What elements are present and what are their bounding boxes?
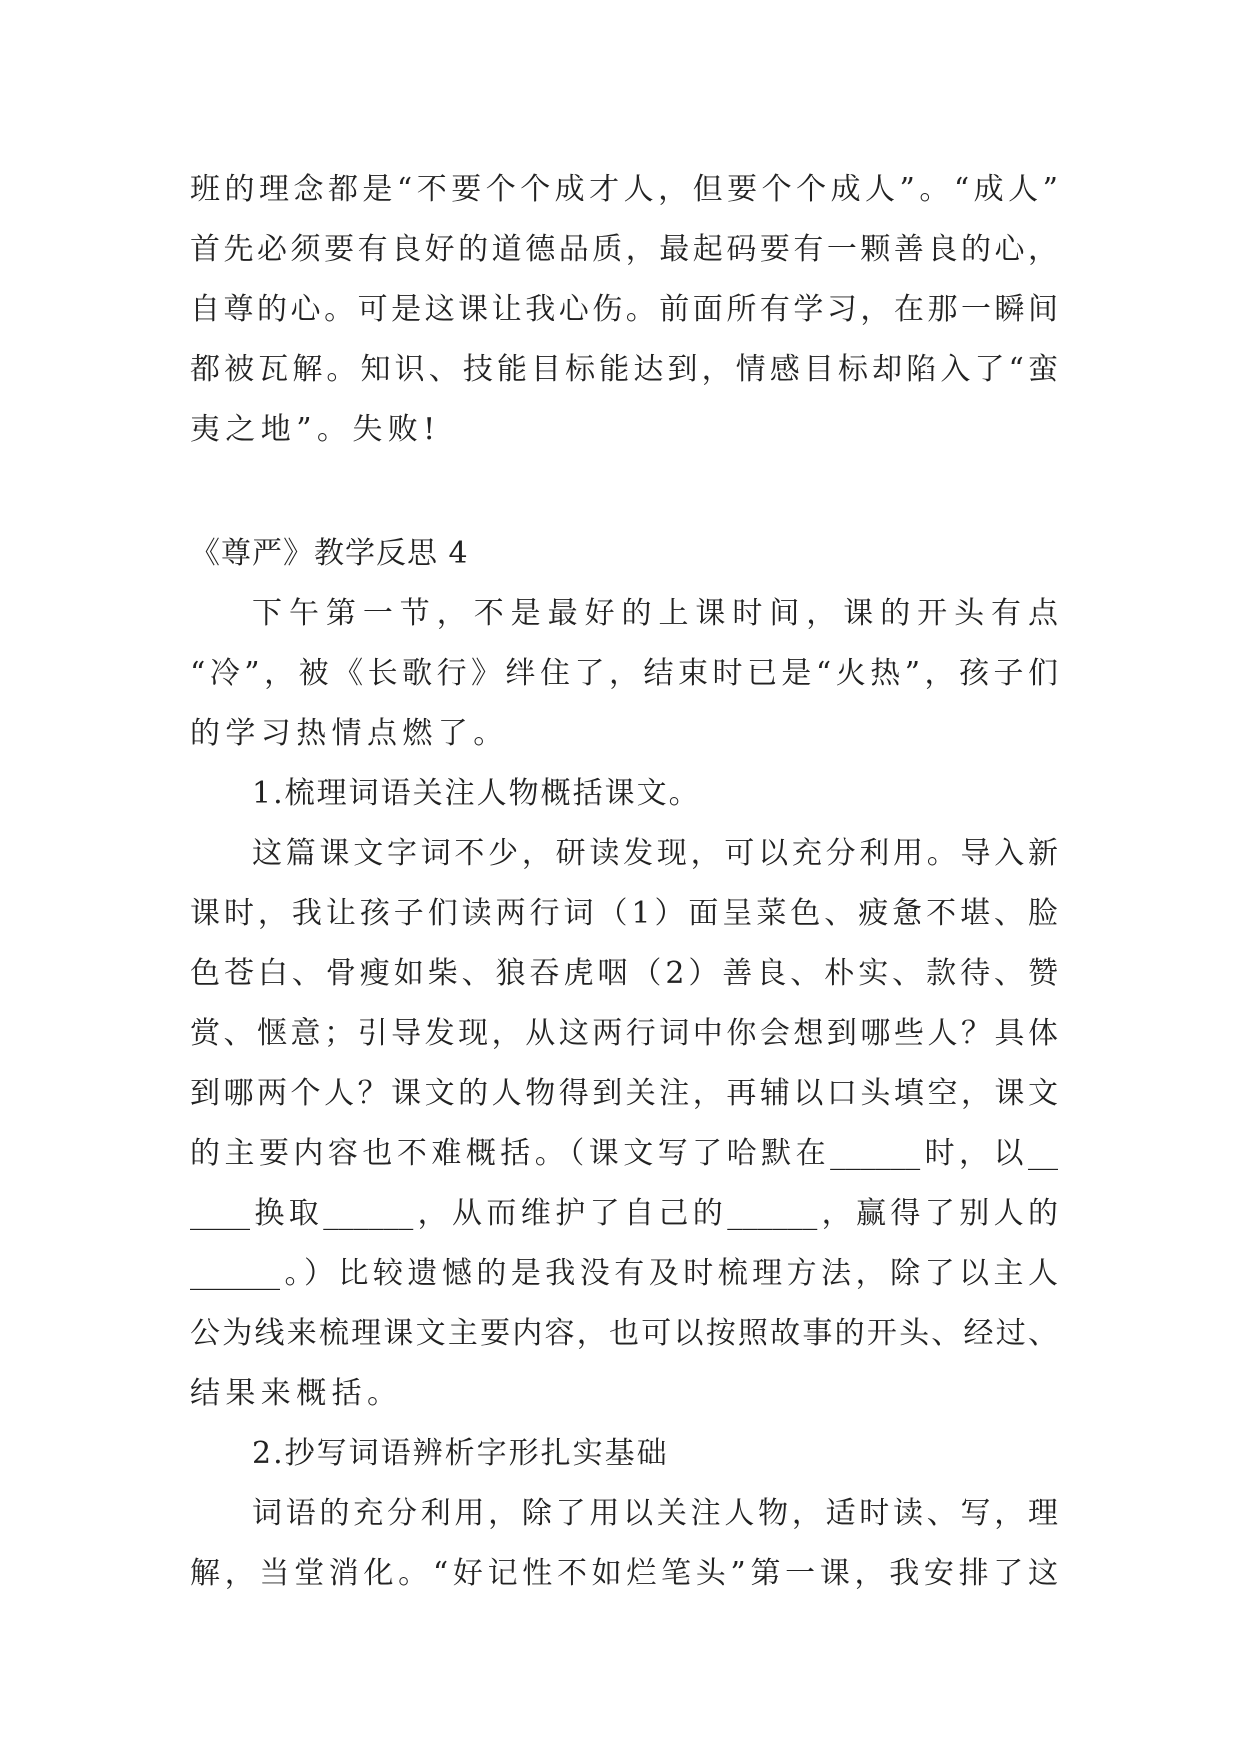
text-line: 色苍白、骨瘦如柴、狼吞虎咽（2）善良、朴实、款待、赞 [190, 956, 1058, 991]
paragraph-continued [190, 160, 1058, 460]
text-line: 首先必须要有良好的道德品质，最起码要有一颗善良的心， [190, 232, 1058, 267]
text-line: ____换取______，从而维护了自己的______，赢得了别人的 [190, 1196, 1058, 1231]
text-line: 赏、惬意；引导发现，从这两行词中你会想到哪些人？具体 [190, 1016, 1058, 1051]
document-page [190, 160, 1058, 1604]
text-line: 夷之地”。失败! [190, 412, 441, 447]
text-line: 课时，我让孩子们读两行词（1）面呈菜色、疲惫不堪、脸 [190, 896, 1058, 931]
text-line: “冷”，被《长歌行》绊住了，结束时已是“火热”，孩子们 [190, 656, 1058, 691]
text-line: 的主要内容也不难概括。（课文写了哈默在______时，以__ [190, 1136, 1058, 1171]
text-line: 都被瓦解。知识、技能目标能达到，情感目标却陷入了“蛮 [190, 352, 1058, 387]
text-line: 词语的充分利用，除了用以关注人物，适时读、写，理 [252, 1496, 1058, 1531]
text-line: 班的理念都是“不要个个成才人，但要个个成人”。“成人” [190, 172, 1058, 207]
section-gap [190, 460, 1058, 524]
list-item-title: 1.梳理词语关注人物概括课文。 [252, 776, 701, 811]
text-line: 结果来概括。 [190, 1376, 403, 1411]
text-line: 解，当堂消化。“好记性不如烂笔头”第一课，我安排了这 [190, 1556, 1058, 1591]
text-line: 的学习热情点燃了。 [190, 716, 509, 751]
text-line: ______。）比较遗憾的是我没有及时梳理方法，除了以主人 [190, 1256, 1058, 1291]
text-line: 这篇课文字词不少，研读发现，可以充分利用。导入新 [252, 836, 1058, 871]
text-line: 公为线来梳理课文主要内容，也可以按照故事的开头、经过、 [190, 1316, 1058, 1351]
text-line: 自尊的心。可是这课让我心伤。前面所有学习，在那一瞬间 [190, 292, 1058, 327]
section-heading: 《尊严》教学反思 4 [190, 536, 469, 571]
paragraph-copying [190, 1484, 1058, 1604]
list-item-title: 2.抄写词语辨析字形扎实基础 [252, 1436, 669, 1471]
text-line: 到哪两个人？课文的人物得到关注，再辅以口头填空，课文 [190, 1076, 1058, 1111]
paragraph-intro [190, 584, 1058, 764]
paragraph-words [190, 824, 1058, 1424]
text-line: 下午第一节，不是最好的上课时间，课的开头有点 [252, 596, 1058, 631]
